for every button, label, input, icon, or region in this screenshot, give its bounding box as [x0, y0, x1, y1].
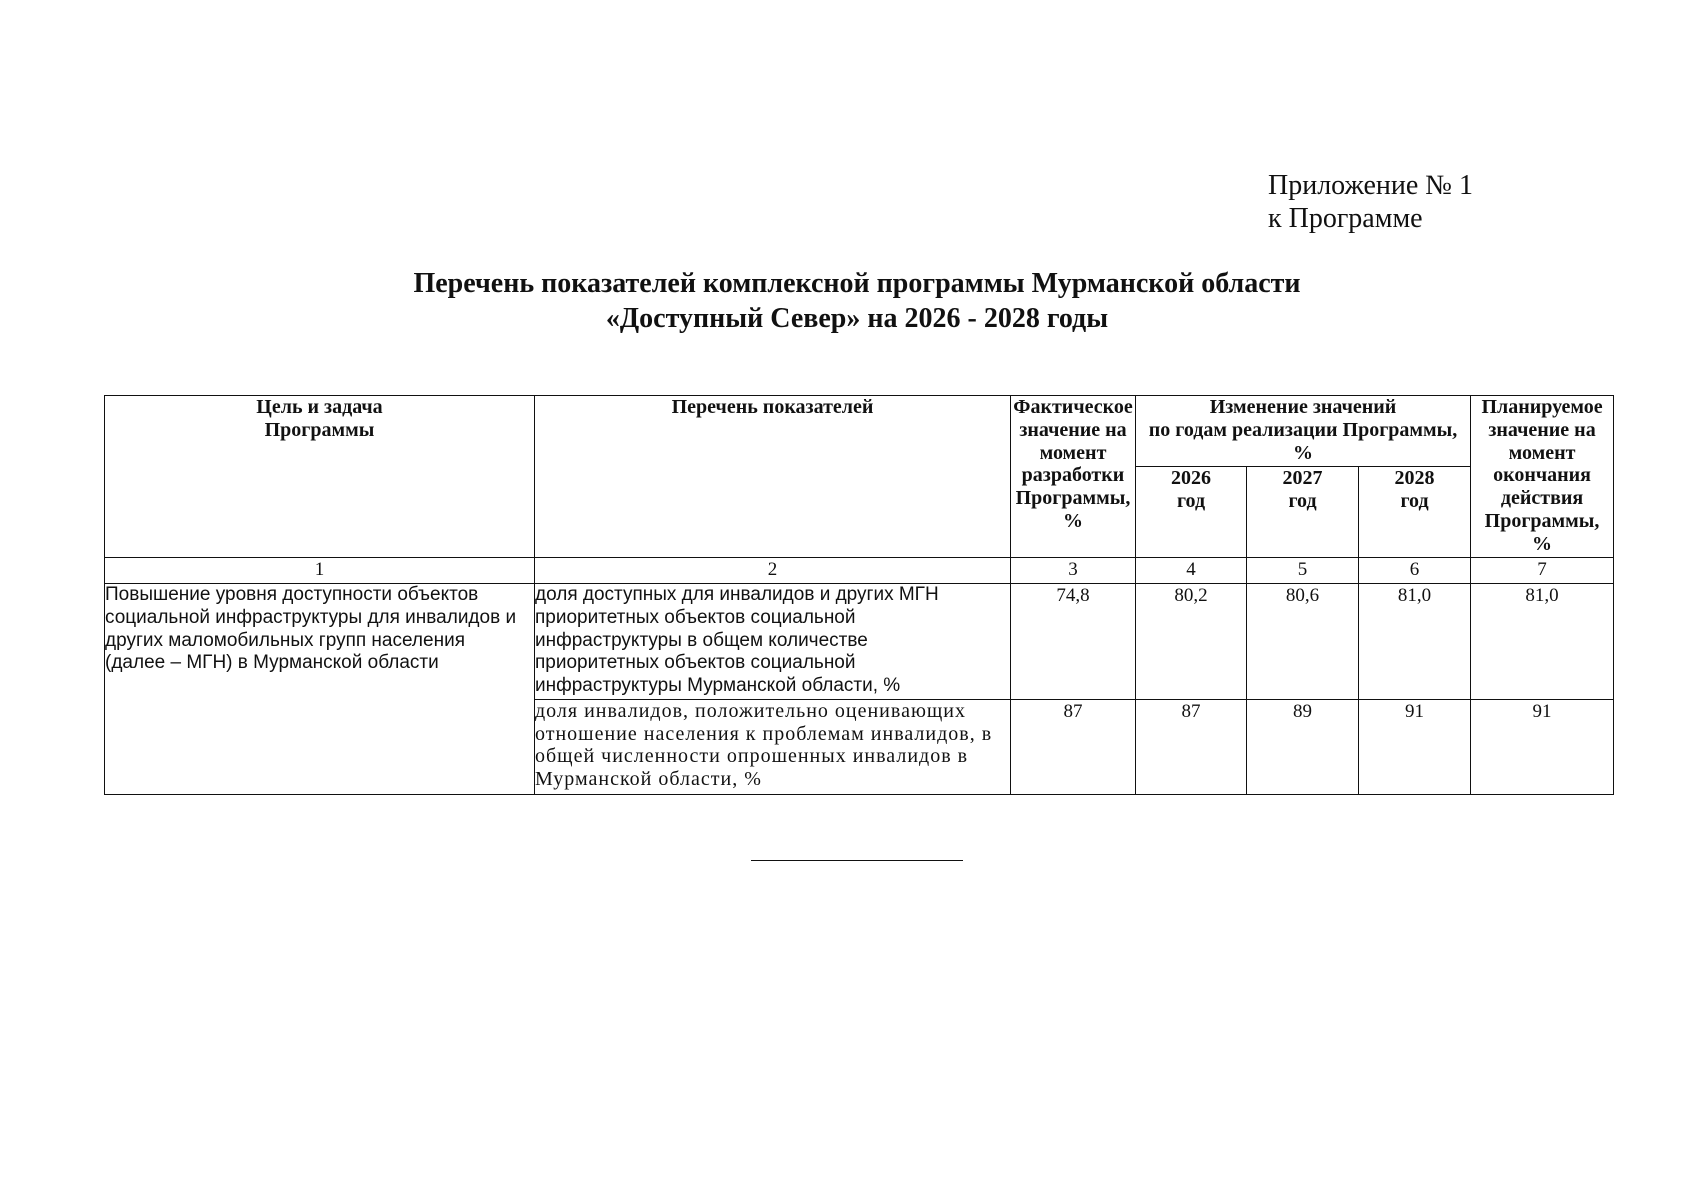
column-number-row	[105, 558, 1614, 584]
header-actual-value	[1011, 396, 1136, 558]
end-separator	[751, 860, 963, 861]
indicator-line: доля доступных для инвалидов и других МГН	[535, 584, 939, 605]
header-year-2026	[1136, 467, 1247, 558]
indicator-line: общей численности опрошенных инвалидов в	[535, 745, 969, 767]
column-number: 3	[1011, 558, 1136, 584]
header-year-unit: год	[1176, 489, 1206, 512]
header-year-2028	[1359, 467, 1471, 558]
goal-line: Повышение уровня доступности объектов	[105, 584, 479, 605]
table-header-row	[105, 396, 1614, 467]
actual-value-cell: 74,8	[1011, 584, 1136, 700]
header-planned-value	[1471, 396, 1614, 558]
column-number: 6	[1359, 558, 1471, 584]
header-year-unit: год	[1288, 489, 1317, 512]
value-2026-cell: 80,2	[1136, 584, 1247, 700]
header-planned-line: действия	[1500, 487, 1584, 510]
indicator-line: отношение населения к проблемам инвалидов, в	[535, 722, 993, 745]
document-title-line: Перечень показателей комплексной программы Мурманской области	[413, 268, 1301, 299]
value-2028-cell: 81,0	[1359, 584, 1471, 700]
document-title	[10, 266, 1704, 336]
header-planned-line: %	[1532, 532, 1553, 555]
value-2026-cell: 87	[1136, 700, 1247, 795]
column-number: 1	[105, 558, 535, 584]
header-planned-line: Планируемое	[1481, 396, 1603, 418]
appendix-program-ref: к Программе	[1268, 203, 1423, 234]
header-yearly-change	[1136, 396, 1471, 467]
header-change-line: %	[1293, 441, 1314, 464]
header-actual-line: значение на	[1019, 418, 1127, 441]
header-planned-line: Программы,	[1484, 509, 1600, 532]
planned-value-cell: 91	[1471, 700, 1614, 795]
indicator-line: приоритетных объектов социальной	[535, 606, 856, 628]
header-goal	[105, 396, 535, 558]
header-actual-line: разработки	[1021, 464, 1125, 487]
actual-value-cell: 87	[1011, 700, 1136, 795]
header-actual-line: %	[1063, 509, 1083, 532]
header-year-value: 2026	[1171, 467, 1211, 489]
header-goal-line: Программы	[264, 418, 375, 441]
planned-value-cell: 81,0	[1471, 584, 1614, 700]
indicators-table	[104, 395, 1614, 795]
header-year-unit: год	[1400, 489, 1429, 512]
goal-line: других маломобильных групп населения	[105, 629, 465, 651]
indicator-line: Мурманской области, %	[535, 767, 762, 790]
header-change-line: Изменение значений	[1209, 396, 1397, 418]
header-year-2027	[1247, 467, 1359, 558]
header-actual-line: момент	[1039, 441, 1107, 464]
goal-line: (далее – МГН) в Мурманской области	[105, 652, 439, 674]
appendix-number: Приложение № 1	[1268, 170, 1473, 201]
value-2027-cell: 80,6	[1247, 584, 1359, 700]
column-number: 5	[1247, 558, 1359, 584]
table-row	[105, 584, 1614, 700]
header-planned-line: значение на	[1488, 418, 1596, 441]
value-2028-cell: 91	[1359, 700, 1471, 795]
indicator-line: инфраструктуры Мурманской области, %	[535, 675, 901, 697]
appendix-note	[1268, 169, 1473, 235]
header-planned-line: момент	[1508, 441, 1576, 464]
header-year-value: 2028	[1394, 467, 1435, 489]
goal-cell	[105, 584, 535, 795]
header-actual-line: Фактическое	[1013, 396, 1133, 418]
header-actual-line: Программы,	[1015, 487, 1131, 510]
header-year-value: 2027	[1282, 467, 1323, 489]
header-change-line: по годам реализации Программы,	[1148, 418, 1458, 441]
indicator-cell	[535, 700, 1011, 795]
column-number: 4	[1136, 558, 1247, 584]
header-planned-line: окончания	[1493, 464, 1591, 487]
indicator-line: приоритетных объектов социальной	[535, 652, 856, 674]
indicator-line: инфраструктуры в общем количестве	[535, 629, 868, 651]
value-2027-cell: 89	[1247, 700, 1359, 795]
goal-line: социальной инфраструктуры для инвалидов и	[105, 606, 517, 628]
column-number: 7	[1471, 558, 1614, 584]
indicator-cell	[535, 584, 1011, 700]
column-number: 2	[535, 558, 1011, 584]
header-indicators	[535, 396, 1011, 558]
document-title-line: «Доступный Север» на 2026 - 2028 годы	[605, 303, 1109, 334]
header-goal-line: Цель и задача	[256, 396, 383, 418]
header-indicators-line: Перечень показателей	[671, 396, 874, 418]
indicator-line: доля инвалидов, положительно оценивающих	[535, 700, 966, 722]
